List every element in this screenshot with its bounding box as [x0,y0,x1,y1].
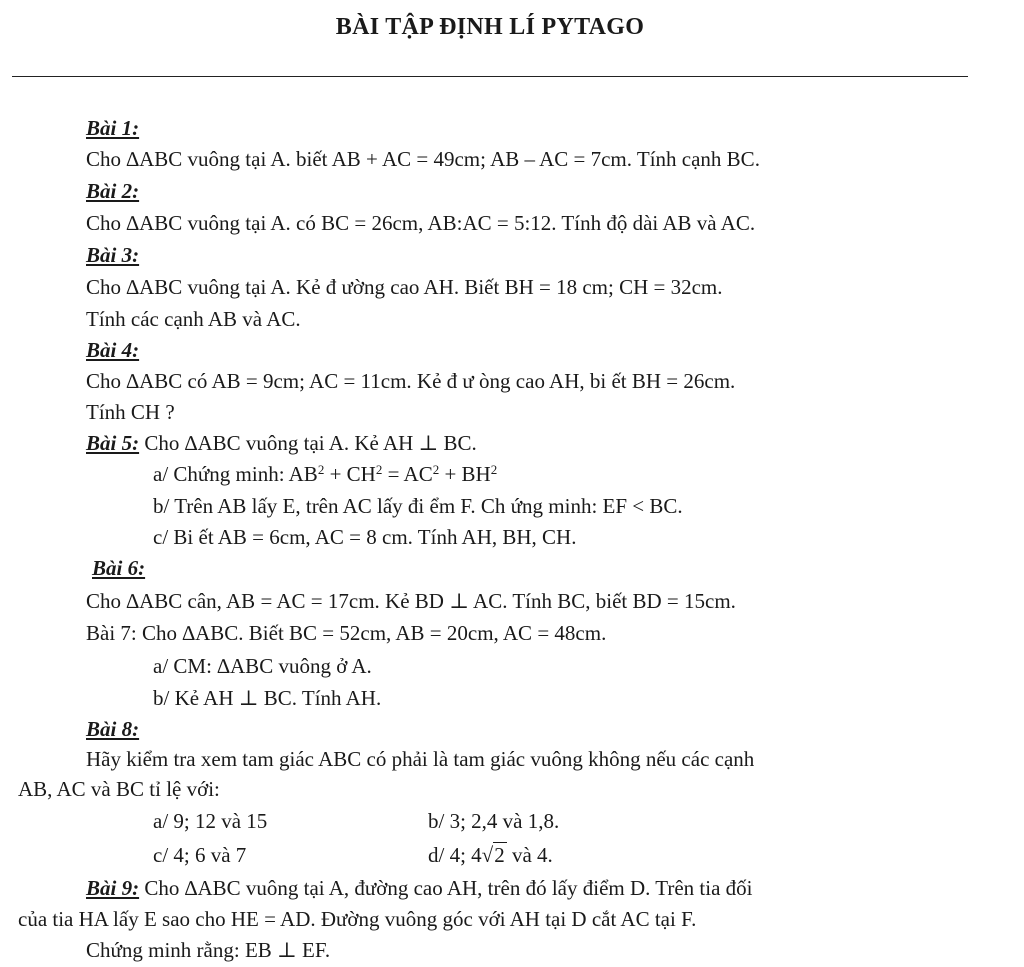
exercise-8-option-d: d/ 4; 4√2 và 4. [428,843,553,867]
exercise-4-text-line-1: Cho ∆ABC có AB = 9cm; AC = 11cm. Kẻ đ ư òng cao AH, bi ết BH = 26cm. [86,369,736,393]
exercise-8-option-a: a/ 9; 12 và 15 [153,809,268,833]
title-divider [12,76,968,77]
exercise-9-text-line-1: Cho ∆ABC vuông tại A, đường cao AH, trên đó lấy điểm D. Trên tia đối [139,876,753,900]
exercise-3-text-line-2: Tính các cạnh AB và AC. [86,307,301,331]
exercise-5-part-b: b/ Trên AB lấy E, trên AC lấy đi ểm F. Ch ứng minh: EF < BC. [153,494,683,518]
exercise-5-heading: Bài 5: [86,431,140,455]
exercise-7-text: Bài 7: Cho ∆ABC. Biết BC = 52cm, AB = 20cm, AC = 48cm. [86,621,607,645]
exercise-4-heading: Bài 4: [86,338,140,362]
exercise-7-part-a: a/ CM: ∆ABC vuông ở A. [153,654,372,678]
exercise-3-heading: Bài 3: [86,243,140,267]
exercise-8-heading: Bài 8: [86,717,140,741]
exercise-5-part-c: c/ Bi ết AB = 6cm, AC = 8 cm. Tính AH, BH, CH. [153,525,577,549]
exercise-7-part-b: b/ Kẻ AH ⊥ BC. Tính AH. [153,686,382,710]
exercise-8-option-c: c/ 4; 6 và 7 [153,843,247,867]
exercise-5-text: Cho ∆ABC vuông tại A. Kẻ AH ⊥ BC. [139,431,477,455]
exercise-9-heading: Bài 9: [86,876,140,900]
exercise-8-text-line-1: Hãy kiểm tra xem tam giác ABC có phải là tam giác vuông không nếu các cạnh [86,747,755,771]
exercise-6-text: Cho ∆ABC cân, AB = AC = 17cm. Kẻ BD ⊥ AC. Tính BC, biết BD = 15cm. [86,589,736,613]
exercise-2-text: Cho ∆ABC vuông tại A. có BC = 26cm, AB:AC = 5:12. Tính độ dài AB và AC. [86,211,756,235]
exercise-6-heading: Bài 6: [92,556,146,580]
exercise-5-intro-line [86,431,477,455]
exercise-8-option-b: b/ 3; 2,4 và 1,8. [428,809,560,833]
exercise-8-text-line-2: AB, AC và BC tỉ lệ với: [18,777,220,801]
exercise-1-text: Cho ∆ABC vuông tại A. biết AB + AC = 49cm; AB – AC = 7cm. Tính cạnh BC. [86,147,760,171]
exercise-5-part-a: a/ Chứng minh: $AB^2 + CH^2 = AC^2 + BH^2$ [153,462,498,486]
exercise-4-text-line-2: Tính CH ? [86,400,175,424]
exercise-8-options-row-1 [153,809,753,833]
square-root-symbol: √2 [481,843,505,867]
exercise-9-text-line-3: Chứng minh rằng: EB ⊥ EF. [86,938,331,962]
exercise-1-heading: Bài 1: [86,116,140,140]
exercise-2-heading: Bài 2: [86,179,140,203]
page-title: BÀI TẬP ĐỊNH LÍ PYTAGO [335,14,645,40]
exercise-9-text-line-2: của tia HA lấy E sao cho HE = AD. Đường vuông góc với AH tại D cắt AC tại F. [18,907,697,931]
exercise-3-text-line-1: Cho ∆ABC vuông tại A. Kẻ đ ường cao AH. Biết BH = 18 cm; CH = 32cm. [86,275,723,299]
exercise-9-intro-line [86,876,752,900]
exercise-8-options-row-2 [153,843,753,867]
